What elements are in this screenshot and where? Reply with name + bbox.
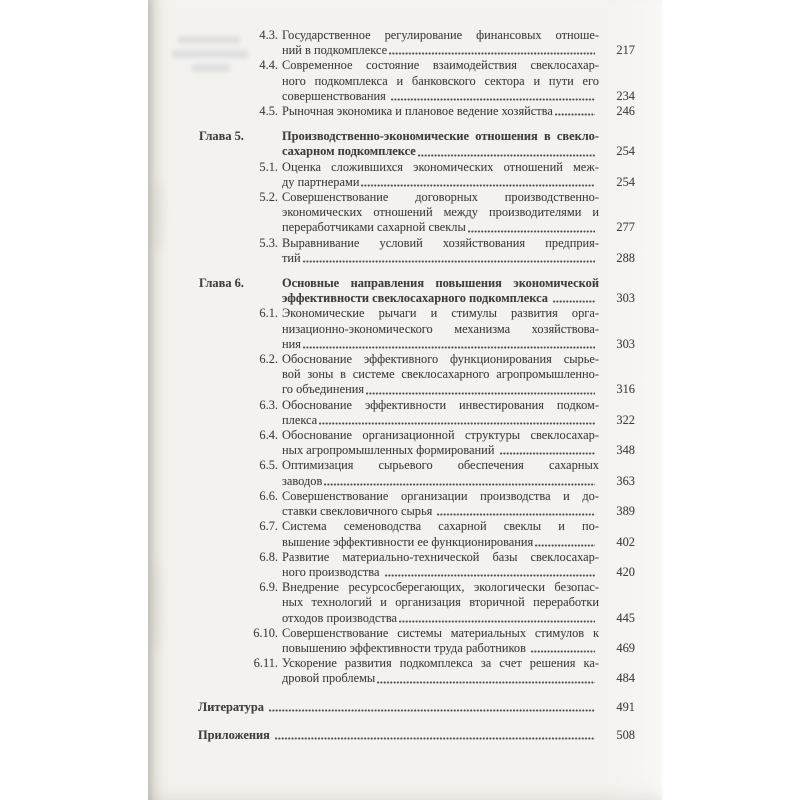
toc-line (198, 190, 635, 205)
toc-line (198, 641, 635, 656)
entry-text: Оптимизация сырьевого обеспечения сахарных (282, 458, 599, 473)
entry-text: Выравнивание условий хозяйствования предприя- (282, 235, 599, 250)
entry-text: повышению эффективности труда работников (282, 640, 530, 655)
entry-text: сахарном подкомплексе (282, 144, 416, 159)
toc-entry (198, 190, 635, 236)
toc-line (198, 251, 635, 266)
page-number: 303 (616, 291, 635, 306)
toc-line (198, 322, 635, 337)
entry-text: заводов (282, 473, 323, 488)
entry-text: ного подкомплекса и банковского сектора и пути его (282, 73, 599, 88)
entry-text: отходов производства (282, 610, 398, 625)
toc-line (198, 550, 635, 565)
toc-entry (198, 550, 635, 580)
toc-line (198, 458, 635, 473)
entry-number: 6.3. (259, 397, 278, 412)
entry-text: Приложения (198, 727, 273, 742)
toc-entry (198, 458, 635, 488)
toc-line (198, 205, 635, 220)
toc-line (198, 565, 635, 580)
dot-leader (437, 513, 595, 516)
entry-number: 5.1. (259, 159, 278, 174)
page-number: 402 (616, 534, 635, 549)
entry-text: низационно-экономического механизма хозяйствова- (282, 321, 599, 336)
toc-line (198, 276, 635, 291)
page-edge-smudge (152, 560, 162, 650)
dot-leader (389, 52, 595, 55)
toc-entry (198, 656, 635, 686)
entry-number: 6.7. (259, 519, 278, 534)
toc-line (198, 175, 635, 190)
toc-entry (198, 519, 635, 549)
entry-text: Производственно-экономические отношения в свекло- (282, 129, 599, 144)
toc-line (198, 671, 635, 686)
page-number: 491 (616, 699, 635, 714)
toc-line (198, 306, 635, 321)
toc-entry (198, 398, 635, 428)
entry-number: 6.2. (259, 352, 278, 367)
entry-text: ду партнерами (282, 174, 360, 189)
toc-line (198, 535, 635, 550)
toc-line (198, 656, 635, 671)
entry-text: Основные направления повышения экономической (282, 276, 599, 291)
dot-leader (468, 230, 595, 233)
toc-line (198, 413, 635, 428)
toc-line (198, 398, 635, 413)
dot-leader (535, 544, 595, 547)
entry-text: ных технологий и организация вторичной переработки (282, 595, 599, 610)
page-number: 348 (616, 443, 635, 458)
toc-line (198, 443, 635, 458)
page-number: 316 (616, 382, 635, 397)
toc-line (198, 160, 635, 175)
entry-text: Внедрение ресурсосберегающих, экологически безопас- (282, 580, 599, 595)
toc-line (198, 74, 635, 89)
entry-text: Ускорение развития подкомплекса за счет решения ка- (282, 656, 599, 671)
toc-line (198, 382, 635, 397)
dot-leader (361, 184, 595, 187)
entry-text: переработчиками сахарной свеклы (282, 220, 466, 235)
page-number: 484 (616, 671, 635, 686)
toc-line (198, 43, 635, 58)
toc-line (198, 220, 635, 235)
entry-text: плекса (282, 412, 318, 427)
entry-text: ного производства (282, 564, 383, 579)
entry-number: 4.4. (259, 58, 278, 73)
entry-text: ний в подкомплексе (282, 43, 388, 58)
entry-text: Обоснование эффективного функционирования сырье- (282, 352, 599, 367)
toc-line (198, 580, 635, 595)
toc-line (198, 489, 635, 504)
dot-leader (399, 620, 595, 623)
entry-number: 4.5. (259, 104, 278, 119)
entry-text: Рыночная экономика и плановое ведение хозяйства (282, 104, 553, 119)
toc-line (198, 519, 635, 534)
toc-entry (198, 352, 635, 398)
dot-leader (500, 452, 595, 455)
toc-entry (198, 626, 635, 656)
toc-line (198, 89, 635, 104)
page-number: 234 (616, 88, 635, 103)
toc-entry (198, 489, 635, 519)
entry-text: Литература (198, 699, 268, 714)
entry-number: 6.8. (259, 549, 278, 564)
toc-line (198, 236, 635, 251)
entry-text: Современное состояние взаимодействия свеклосахар- (282, 58, 599, 73)
page-edge-smudge (154, 180, 164, 250)
page-number: 322 (616, 412, 635, 427)
toc-line (198, 129, 635, 144)
dot-leader (531, 650, 595, 653)
toc-entry (198, 28, 635, 58)
toc-line (198, 352, 635, 367)
dot-leader (324, 483, 595, 486)
entry-text: ных агропромышленных формирований (282, 443, 498, 458)
book-page (148, 0, 662, 800)
toc-line (198, 291, 635, 306)
entry-number: Глава 6. (199, 276, 244, 291)
entry-text: ставки свекловичного сырья (282, 504, 436, 519)
toc-entry (198, 728, 635, 743)
entry-number: 6.6. (259, 488, 278, 503)
toc-line (198, 367, 635, 382)
toc-line (198, 58, 635, 73)
entry-number: Глава 5. (199, 129, 244, 144)
entry-text: дровой проблемы (282, 671, 376, 686)
entry-text: Совершенствование организации производства и до- (282, 488, 599, 503)
toc-line (198, 474, 635, 489)
dot-leader (418, 154, 595, 157)
entry-number: 6.10. (253, 625, 278, 640)
toc-entry (198, 306, 635, 352)
toc-entry (198, 236, 635, 266)
dot-leader (319, 422, 595, 425)
dot-leader (377, 681, 595, 684)
entry-number: 6.4. (259, 428, 278, 443)
page-number: 288 (616, 250, 635, 265)
toc-line (198, 728, 635, 743)
entry-number: 5.3. (259, 235, 278, 250)
page-number: 246 (616, 104, 635, 119)
entry-text: тий (282, 250, 301, 265)
toc-entry (198, 104, 635, 119)
toc-line (198, 104, 635, 119)
entry-text: Совершенствование системы материальных стимулов к (282, 625, 599, 640)
toc-entry (198, 700, 635, 715)
page-number: 445 (616, 610, 635, 625)
toc-line (198, 595, 635, 610)
entry-text: Обоснование организационной структуры свеклосахар- (282, 428, 599, 443)
entry-text: экономических отношений между производителями и (282, 205, 599, 220)
entry-text: Обоснование эффективности инвестирования подком- (282, 397, 599, 412)
toc-list (198, 28, 635, 743)
entry-text: Развитие материально-технической базы свеклосахар- (282, 549, 599, 564)
entry-text: Экономические рычаги и стимулы развития орга- (282, 306, 599, 321)
entry-text: Совершенствование договорных производственно- (282, 190, 599, 205)
toc-entry (198, 580, 635, 626)
dot-leader (385, 574, 595, 577)
page-number: 217 (616, 43, 635, 58)
toc-line (198, 428, 635, 443)
dot-leader (391, 98, 595, 101)
page-number: 254 (616, 144, 635, 159)
page-number: 277 (616, 220, 635, 235)
toc-entry (198, 129, 635, 159)
dot-leader (366, 392, 595, 395)
toc-line (198, 144, 635, 159)
page-number: 303 (616, 336, 635, 351)
toc-entry (198, 160, 635, 190)
page-number: 363 (616, 473, 635, 488)
page-number: 389 (616, 504, 635, 519)
dot-leader (275, 737, 595, 740)
entry-text: Система семеноводства сахарной свеклы и по- (282, 519, 599, 534)
entry-text: ния (282, 336, 301, 351)
entry-text: Оценка сложившихся экономических отношений меж- (282, 159, 599, 174)
entry-number: 6.5. (259, 458, 278, 473)
entry-number: 6.9. (259, 580, 278, 595)
toc-line (198, 700, 635, 715)
toc-entry (198, 276, 635, 306)
entry-text: Государственное регулирование финансовых отноше- (282, 28, 599, 42)
page-number: 469 (616, 640, 635, 655)
entry-text: го объединения (282, 382, 365, 397)
dot-leader (303, 260, 595, 263)
entry-text: вышение эффективности ее функционирования (282, 534, 534, 549)
entry-number: 6.1. (259, 306, 278, 321)
entry-number: 4.3. (259, 28, 278, 42)
page-number: 420 (616, 564, 635, 579)
toc-line (198, 337, 635, 352)
toc-line (198, 626, 635, 641)
page-number: 254 (616, 174, 635, 189)
dot-leader (269, 709, 595, 712)
entry-number: 5.2. (259, 190, 278, 205)
entry-text: совершенствования (282, 88, 389, 103)
entry-text: вой зоны в системе свеклосахарного агропромышленно- (282, 367, 599, 382)
toc-line (198, 504, 635, 519)
toc-line (198, 611, 635, 626)
entry-number: 6.11. (253, 656, 278, 671)
dot-leader (303, 346, 595, 349)
dot-leader (555, 113, 595, 116)
dot-leader (553, 300, 595, 303)
toc-line (198, 28, 635, 43)
toc-entry (198, 58, 635, 104)
page-number: 508 (616, 727, 635, 742)
entry-text: эффективности свеклосахарного подкомплекса (282, 291, 552, 306)
toc-entry (198, 428, 635, 458)
